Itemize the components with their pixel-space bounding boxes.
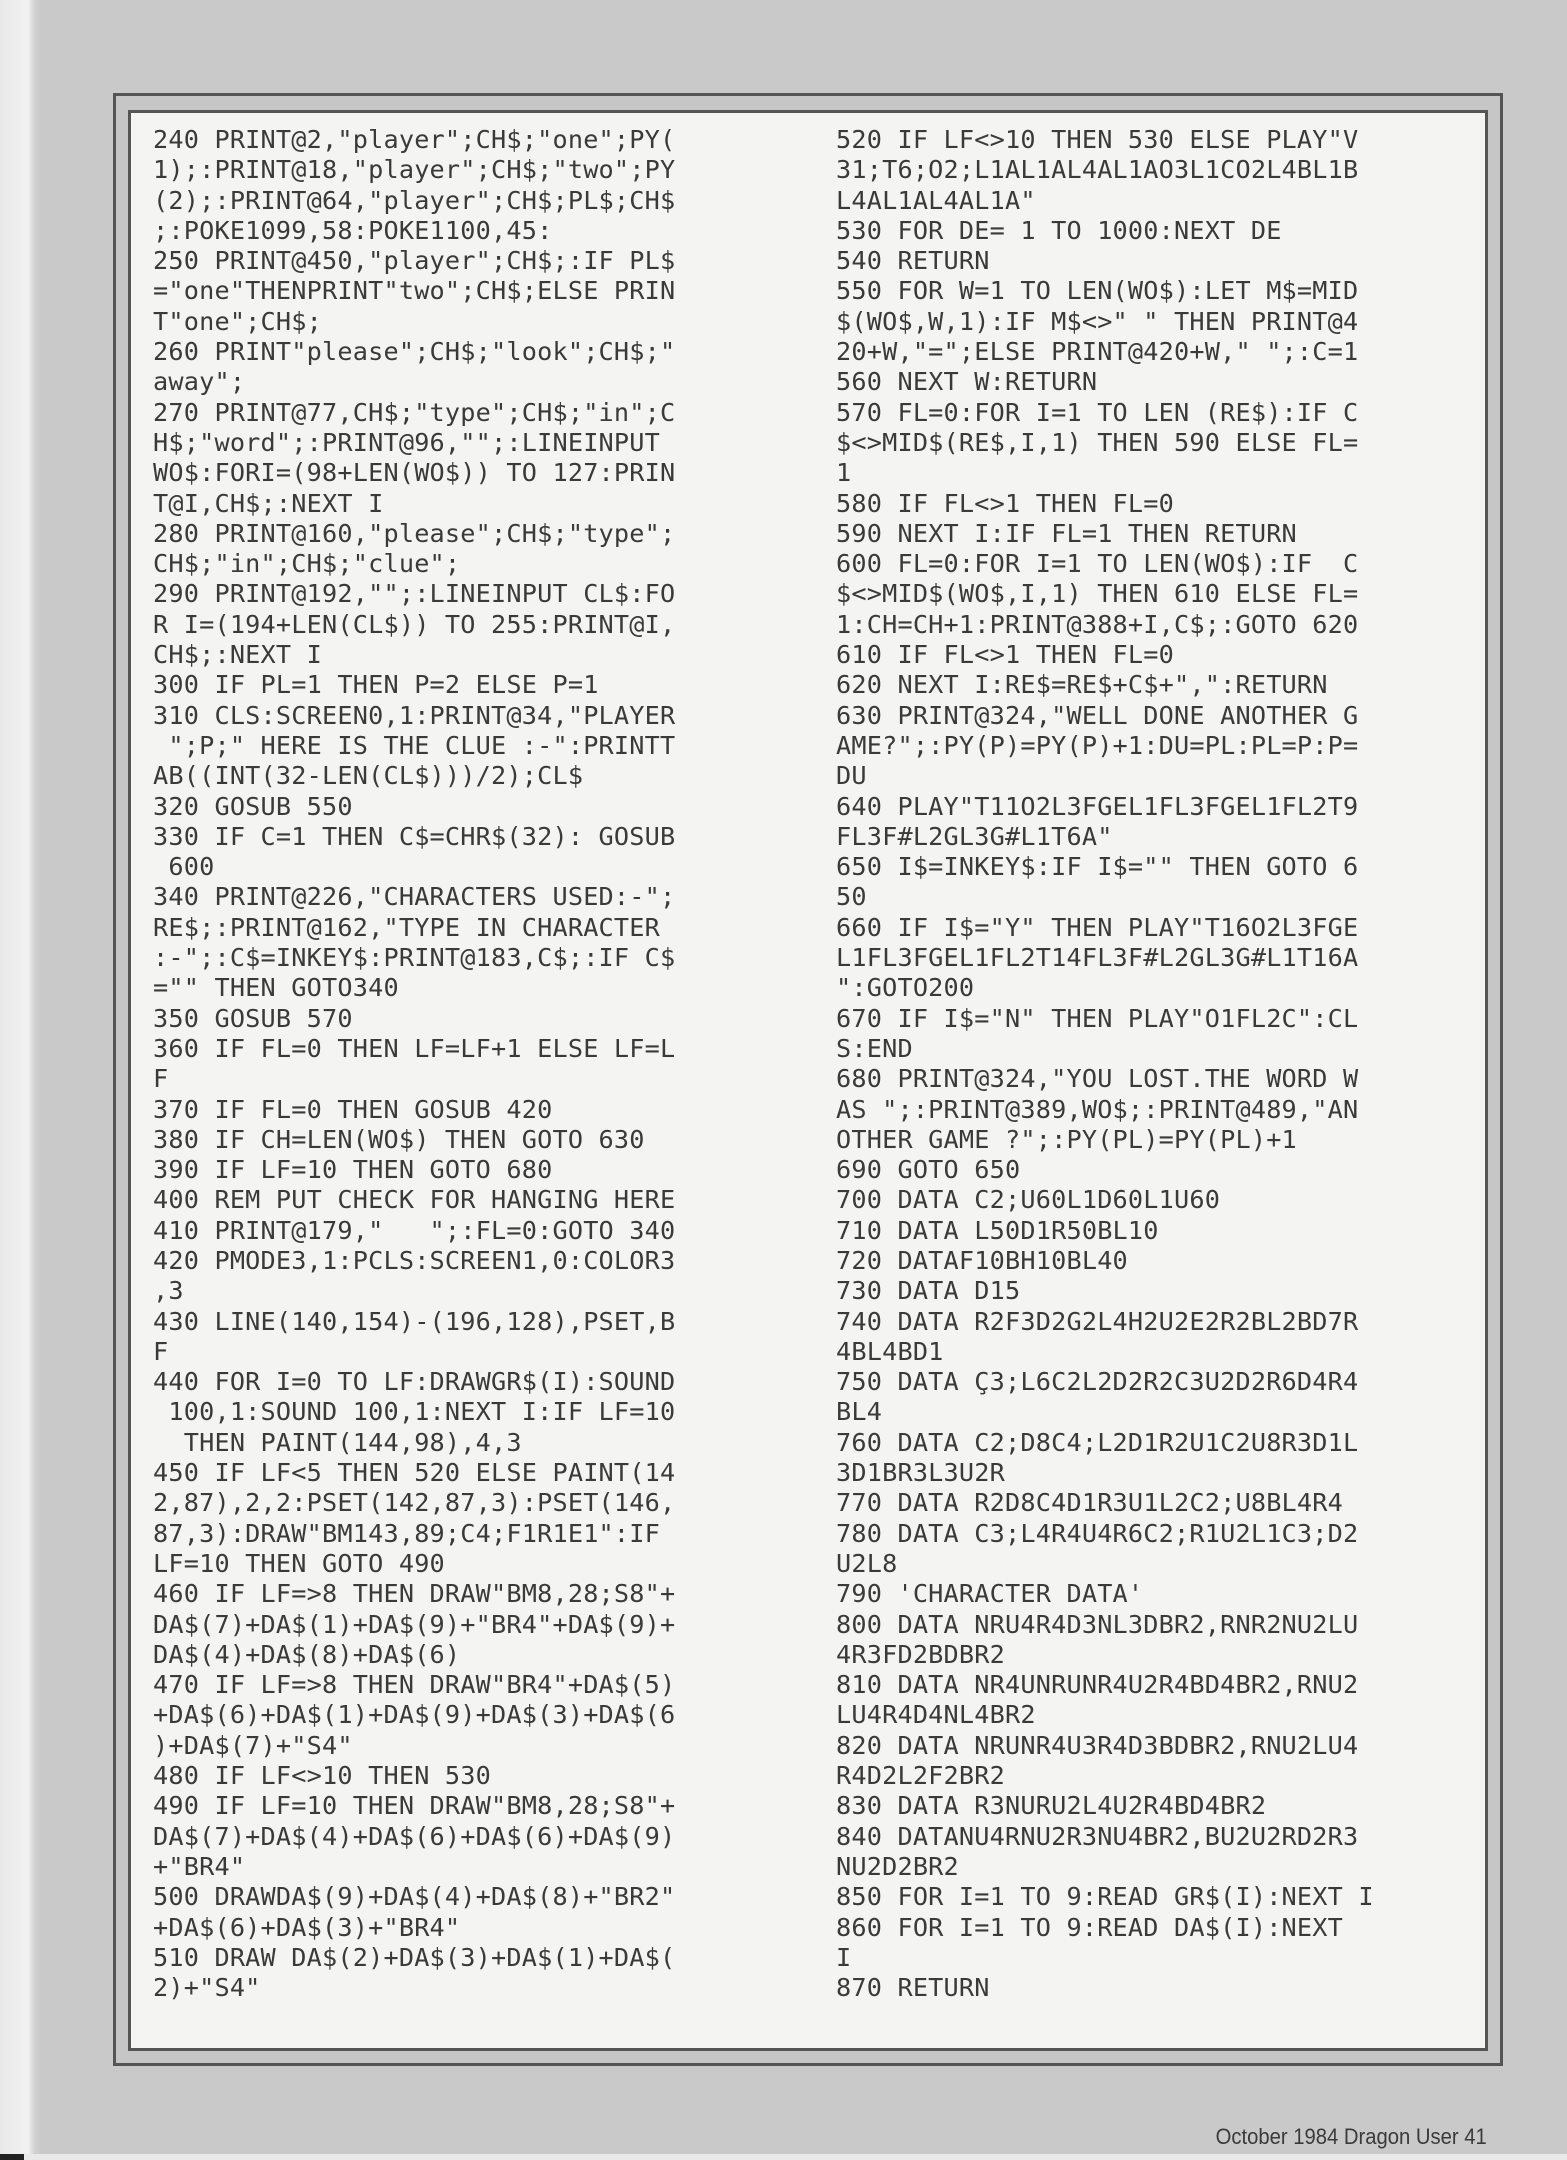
code-line: 770 DATA R2D8C4D1R3U1L2C2;U8BL4R4 xyxy=(836,1488,1344,1518)
code-line: 440 FOR I=0 TO LF:DRAWGR$(I):SOUND xyxy=(153,1367,676,1397)
code-line: LU4R4D4NL4BR2 xyxy=(836,1700,1036,1730)
code-line: 420 PMODE3,1:PCLS:SCREEN1,0:COLOR3 xyxy=(153,1245,676,1275)
code-line: I xyxy=(836,1942,852,1972)
code-line: 260 PRINT"please";CH$;"look";CH$;" xyxy=(153,337,676,367)
code-line: DA$(4)+DA$(8)+DA$(6) xyxy=(153,1639,461,1669)
code-line: 450 IF LF<5 THEN 520 ELSE PAINT(14 xyxy=(153,1458,676,1488)
code-line: +"BR4" xyxy=(153,1851,246,1881)
code-line: 660 IF I$="Y" THEN PLAY"T16O2L3FGE xyxy=(836,912,1359,942)
code-line: 800 DATA NRU4R4D3NL3DBR2,RNR2NU2LU xyxy=(836,1609,1359,1639)
code-line: away"; xyxy=(153,367,246,397)
code-line: 280 PRINT@160,"please";CH$;"type"; xyxy=(153,518,676,548)
code-line: 600 xyxy=(153,852,215,882)
code-line: 670 IF I$="N" THEN PLAY"O1FL2C":CL xyxy=(836,1003,1359,1033)
code-line: 1 xyxy=(836,458,852,488)
code-line: 750 DATA Ç3;L6C2L2D2R2C3U2D2R6D4R4 xyxy=(836,1367,1359,1397)
code-line: 4R3FD2BDBR2 xyxy=(836,1639,1006,1669)
code-line: 380 IF CH=LEN(WO$) THEN GOTO 630 xyxy=(153,1124,645,1154)
code-line: 500 DRAWDA$(9)+DA$(4)+DA$(8)+"BR2" xyxy=(153,1882,676,1912)
code-line: DU xyxy=(836,761,867,791)
code-line: 730 DATA D15 xyxy=(836,1276,1021,1306)
code-line: THEN PAINT(144,98),4,3 xyxy=(153,1427,522,1457)
code-line: 370 IF FL=0 THEN GOSUB 420 xyxy=(153,1094,553,1124)
code-line: 840 DATANU4RNU2R3NU4BR2,BU2U2RD2R3 xyxy=(836,1821,1359,1851)
code-line: 650 I$=INKEY$:IF I$="" THEN GOTO 6 xyxy=(836,852,1359,882)
code-line: 360 IF FL=0 THEN LF=LF+1 ELSE LF=L xyxy=(153,1033,676,1063)
code-line: 520 IF LF<>10 THEN 530 ELSE PLAY"V xyxy=(836,125,1359,154)
code-line: 31;T6;O2;L1AL1AL4AL1AO3L1CO2L4BL1B xyxy=(836,155,1359,185)
code-line: 50 xyxy=(836,882,867,912)
code-line: 310 CLS:SCREEN0,1:PRINT@34,"PLAYER xyxy=(153,700,676,730)
code-line: 550 FOR W=1 TO LEN(WO$):LET M$=MID xyxy=(836,276,1359,306)
code-line: 480 IF LF<>10 THEN 530 xyxy=(153,1761,492,1791)
code-line: 630 PRINT@324,"WELL DONE ANOTHER G xyxy=(836,700,1359,730)
code-line: 760 DATA C2;D8C4;L2D1R2U1C2U8R3D1L xyxy=(836,1427,1359,1457)
code-line: (2);:PRINT@64,"player";CH$;PL$;CH$ xyxy=(153,185,676,215)
code-line: 560 NEXT W:RETURN xyxy=(836,367,1098,397)
code-line: +DA$(6)+DA$(3)+"BR4" xyxy=(153,1912,461,1942)
code-line: NU2D2BR2 xyxy=(836,1851,959,1881)
code-line: 400 REM PUT CHECK FOR HANGING HERE xyxy=(153,1185,676,1215)
code-line: 2,87),2,2:PSET(142,87,3):PSET(146, xyxy=(153,1488,676,1518)
code-line: DA$(7)+DA$(4)+DA$(6)+DA$(6)+DA$(9) xyxy=(153,1821,676,1851)
code-line: ":GOTO200 xyxy=(836,973,975,1003)
code-line: 390 IF LF=10 THEN GOTO 680 xyxy=(153,1155,553,1185)
code-line: $(WO$,W,1):IF M$<>" " THEN PRINT@4 xyxy=(836,306,1359,336)
listing-right-column xyxy=(836,125,1486,2003)
code-line: 530 FOR DE= 1 TO 1000:NEXT DE xyxy=(836,215,1282,245)
code-line: ";P;" HERE IS THE CLUE :-":PRINTT xyxy=(153,730,676,760)
code-line: 710 DATA L50D1R50BL10 xyxy=(836,1215,1159,1245)
code-line: 1);:PRINT@18,"player";CH$;"two";PY xyxy=(153,155,676,185)
code-line: L1FL3FGEL1FL2T14FL3F#L2GL3G#L1T16A xyxy=(836,943,1359,973)
code-line: CH$;:NEXT I xyxy=(153,640,323,670)
code-line: FL3F#L2GL3G#L1T6A" xyxy=(836,821,1113,851)
code-line: T"one";CH$; xyxy=(153,306,323,336)
code-line: LF=10 THEN GOTO 490 xyxy=(153,1548,445,1578)
code-line: OTHER GAME ?";:PY(PL)=PY(PL)+1 xyxy=(836,1124,1297,1154)
code-line: 20+W,"=";ELSE PRINT@420+W," ";:C=1 xyxy=(836,337,1359,367)
code-line: U2L8 xyxy=(836,1548,898,1578)
code-line: R I=(194+LEN(CL$)) TO 255:PRINT@I, xyxy=(153,609,676,639)
code-line: 860 FOR I=1 TO 9:READ DA$(I):NEXT xyxy=(836,1912,1344,1942)
code-line: ,3 xyxy=(153,1276,184,1306)
code-line: 820 DATA NRUNR4U3R4D3BDBR2,RNU2LU4 xyxy=(836,1730,1359,1760)
code-line: 320 GOSUB 550 xyxy=(153,791,353,821)
code-line: R4D2L2F2BR2 xyxy=(836,1761,1006,1791)
code-line: $<>MID$(WO$,I,1) THEN 610 ELSE FL= xyxy=(836,579,1359,609)
page-edge xyxy=(0,0,40,2160)
code-line: L4AL1AL4AL1A" xyxy=(836,185,1036,215)
code-line: 470 IF LF=>8 THEN DRAW"BR4"+DA$(5) xyxy=(153,1670,676,1700)
code-line: 240 PRINT@2,"player";CH$;"one";PY( xyxy=(153,125,676,154)
code-line: CH$;"in";CH$;"clue"; xyxy=(153,549,461,579)
code-line: :-";:C$=INKEY$:PRINT@183,C$;:IF C$ xyxy=(153,943,676,973)
code-line: 430 LINE(140,154)-(196,128),PSET,B xyxy=(153,1306,676,1336)
code-line: 700 DATA C2;U60L1D60L1U60 xyxy=(836,1185,1221,1215)
code-line: RE$;:PRINT@162,"TYPE IN CHARACTER xyxy=(153,912,661,942)
code-line: 3D1BR3L3U2R xyxy=(836,1458,1006,1488)
code-line: BL4 xyxy=(836,1397,883,1427)
code-line: ="" THEN GOTO340 xyxy=(153,973,399,1003)
listing-frame-outer xyxy=(113,93,1503,2066)
code-line: 4BL4BD1 xyxy=(836,1336,944,1366)
code-line: ="one"THENPRINT"two";CH$;ELSE PRIN xyxy=(153,276,676,306)
code-line: 790 'CHARACTER DATA' xyxy=(836,1579,1144,1609)
listing-left-column xyxy=(153,125,823,2003)
code-line: 720 DATAF10BH10BL40 xyxy=(836,1245,1128,1275)
code-line: 87,3):DRAW"BM143,89;C4;F1R1E1":IF xyxy=(153,1518,661,1548)
code-line: 290 PRINT@192,"";:LINEINPUT CL$:FO xyxy=(153,579,676,609)
code-line: 100,1:SOUND 100,1:NEXT I:IF LF=10 xyxy=(153,1397,676,1427)
code-line: 490 IF LF=10 THEN DRAW"BM8,28;S8"+ xyxy=(153,1791,676,1821)
code-line: F xyxy=(153,1336,169,1366)
code-line: 640 PLAY"T11O2L3FGEL1FL3FGEL1FL2T9 xyxy=(836,791,1359,821)
code-line: 600 FL=0:FOR I=1 TO LEN(WO$):IF C xyxy=(836,549,1359,579)
code-line: 850 FOR I=1 TO 9:READ GR$(I):NEXT I xyxy=(836,1882,1374,1912)
code-line: H$;"word";:PRINT@96,"";:LINEINPUT xyxy=(153,427,661,457)
code-line: 610 IF FL<>1 THEN FL=0 xyxy=(836,640,1175,670)
page-bottom-edge xyxy=(0,2154,1567,2160)
code-line: 810 DATA NR4UNRUNR4U2R4BD4BR2,RNU2 xyxy=(836,1670,1359,1700)
code-line: AB((INT(32-LEN(CL$)))/2);CL$ xyxy=(153,761,584,791)
code-line: 540 RETURN xyxy=(836,246,990,276)
code-line: 2)+"S4" xyxy=(153,1973,261,2003)
code-line: )+DA$(7)+"S4" xyxy=(153,1730,353,1760)
code-line: 300 IF PL=1 THEN P=2 ELSE P=1 xyxy=(153,670,599,700)
code-line: AME?";:PY(P)=PY(P)+1:DU=PL:PL=P:P= xyxy=(836,730,1359,760)
code-line: 270 PRINT@77,CH$;"type";CH$;"in";C xyxy=(153,397,676,427)
code-line: 510 DRAW DA$(2)+DA$(3)+DA$(1)+DA$( xyxy=(153,1942,676,1972)
code-line: 590 NEXT I:IF FL=1 THEN RETURN xyxy=(836,518,1297,548)
code-line: $<>MID$(RE$,I,1) THEN 590 ELSE FL= xyxy=(836,427,1359,457)
code-line: 340 PRINT@226,"CHARACTERS USED:-"; xyxy=(153,882,676,912)
code-line: AS ";:PRINT@389,WO$;:PRINT@489,"AN xyxy=(836,1094,1359,1124)
code-line: 350 GOSUB 570 xyxy=(153,1003,353,1033)
code-line: 870 RETURN xyxy=(836,1973,990,2003)
code-line: 780 DATA C3;L4R4U4R6C2;R1U2L1C3;D2 xyxy=(836,1518,1359,1548)
code-line: 1:CH=CH+1:PRINT@388+I,C$;:GOTO 620 xyxy=(836,609,1359,639)
code-line: +DA$(6)+DA$(1)+DA$(9)+DA$(3)+DA$(6 xyxy=(153,1700,676,1730)
code-line: 620 NEXT I:RE$=RE$+C$+",":RETURN xyxy=(836,670,1328,700)
code-line: 690 GOTO 650 xyxy=(836,1155,1021,1185)
code-line: DA$(7)+DA$(1)+DA$(9)+"BR4"+DA$(9)+ xyxy=(153,1609,676,1639)
code-line: 330 IF C=1 THEN C$=CHR$(32): GOSUB xyxy=(153,821,676,851)
listing-frame-inner xyxy=(128,110,1488,2051)
code-line: 830 DATA R3NURU2L4U2R4BD4BR2 xyxy=(836,1791,1267,1821)
code-line: 740 DATA R2F3D2G2L4H2U2E2R2BL2BD7R xyxy=(836,1306,1359,1336)
code-line: 680 PRINT@324,"YOU LOST.THE WORD W xyxy=(836,1064,1359,1094)
code-line: 410 PRINT@179," ";:FL=0:GOTO 340 xyxy=(153,1215,676,1245)
code-line: 570 FL=0:FOR I=1 TO LEN (RE$):IF C xyxy=(836,397,1359,427)
code-line: 460 IF LF=>8 THEN DRAW"BM8,28;S8"+ xyxy=(153,1579,676,1609)
code-line: T@I,CH$;:NEXT I xyxy=(153,488,384,518)
code-line: WO$:FORI=(98+LEN(WO$)) TO 127:PRIN xyxy=(153,458,676,488)
page-footer: October 1984 Dragon User 41 xyxy=(1215,2124,1487,2149)
code-line: 250 PRINT@450,"player";CH$;:IF PL$ xyxy=(153,246,676,276)
code-line: S:END xyxy=(836,1033,913,1063)
code-line: F xyxy=(153,1064,169,1094)
code-line: 580 IF FL<>1 THEN FL=0 xyxy=(836,488,1175,518)
code-line: ;:POKE1099,58:POKE1100,45: xyxy=(153,215,553,245)
